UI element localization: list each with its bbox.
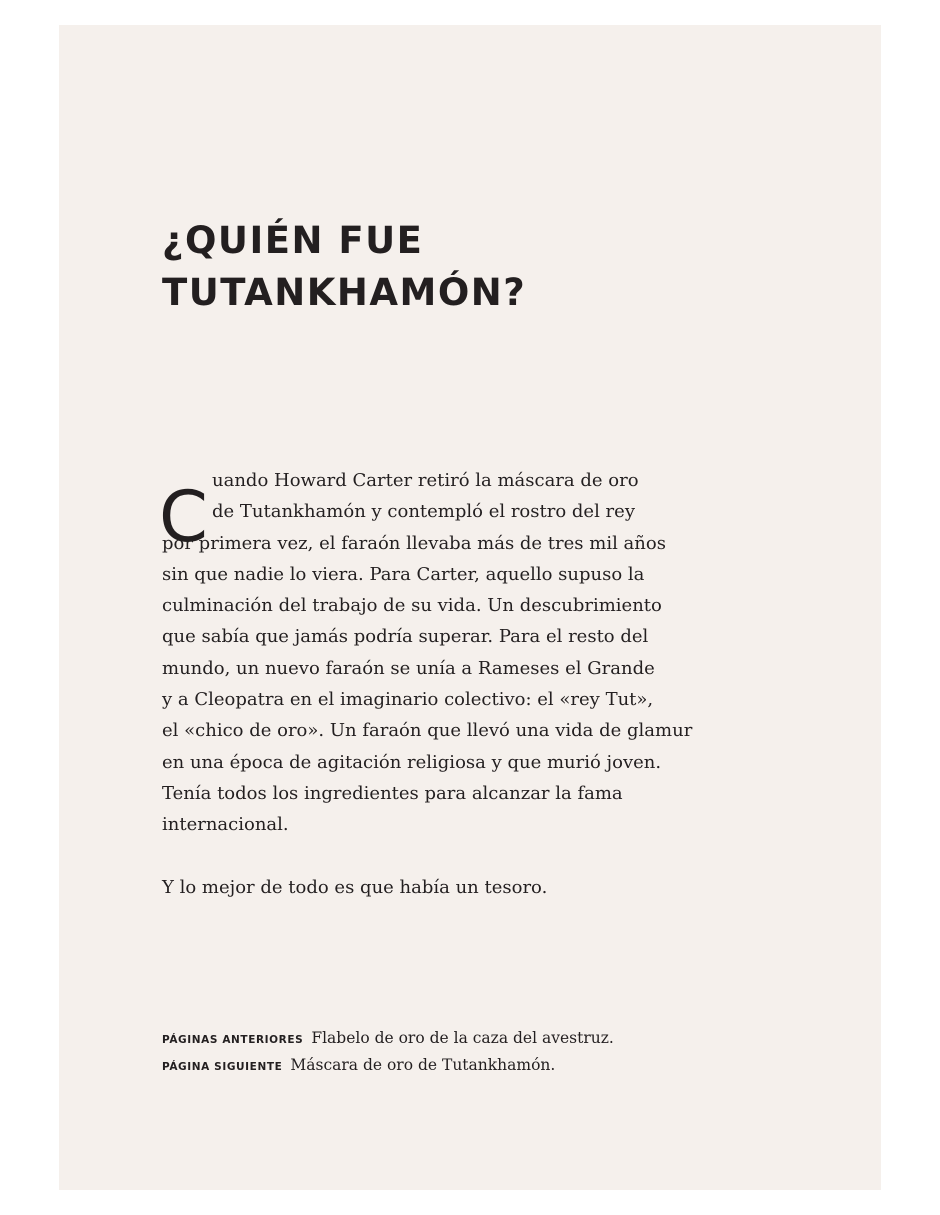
- caption-previous: [162, 1026, 614, 1053]
- text-line: el «chico de oro». Un faraón que llevó una vida de glamur: [162, 720, 693, 742]
- caption-next: [162, 1053, 614, 1080]
- paragraph-2: Y lo mejor de todo es que había un tesoro.: [162, 876, 548, 898]
- caption-label: PÁGINAS ANTERIORES: [162, 1034, 304, 1046]
- captions: [162, 1026, 614, 1080]
- book-page: [59, 25, 881, 1190]
- text-line: internacional.: [162, 814, 289, 836]
- text-line: que sabía que jamás podría superar. Para el resto del: [162, 626, 649, 648]
- body-text: [159, 465, 722, 903]
- text-line: culminación del trabajo de su vida. Un descubrimiento: [162, 595, 662, 617]
- text-line: por primera vez, el faraón llevaba más de tres mil años: [162, 532, 666, 554]
- title-line-2: TUTANKHAMÓN?: [162, 271, 527, 314]
- text-line: uando Howard Carter retiró la máscara de oro: [212, 470, 639, 491]
- caption-text: Flabelo de oro de la caza del avestruz.: [311, 1029, 614, 1047]
- caption-text: Máscara de oro de Tutankhamón.: [290, 1056, 556, 1074]
- text-line: en una época de agitación religiosa y que murió joven.: [162, 751, 662, 773]
- page-title: [162, 215, 526, 319]
- text-line: sin que nadie lo viera. Para Carter, aquello supuso la: [162, 563, 645, 585]
- drop-cap: C: [159, 476, 208, 558]
- text-line: y a Cleopatra en el imaginario colectivo: el «rey Tut»,: [162, 689, 654, 711]
- paragraph-1: [162, 465, 722, 841]
- text-line: de Tutankhamón y contempló el rostro del rey: [212, 501, 635, 523]
- text-line: mundo, un nuevo faraón se unía a Rameses el Grande: [162, 657, 655, 679]
- caption-label: PÁGINA SIGUIENTE: [162, 1061, 283, 1073]
- text-line: Tenía todos los ingredientes para alcanzar la fama: [162, 782, 623, 804]
- title-line-1: ¿QUIÉN FUE: [162, 219, 424, 262]
